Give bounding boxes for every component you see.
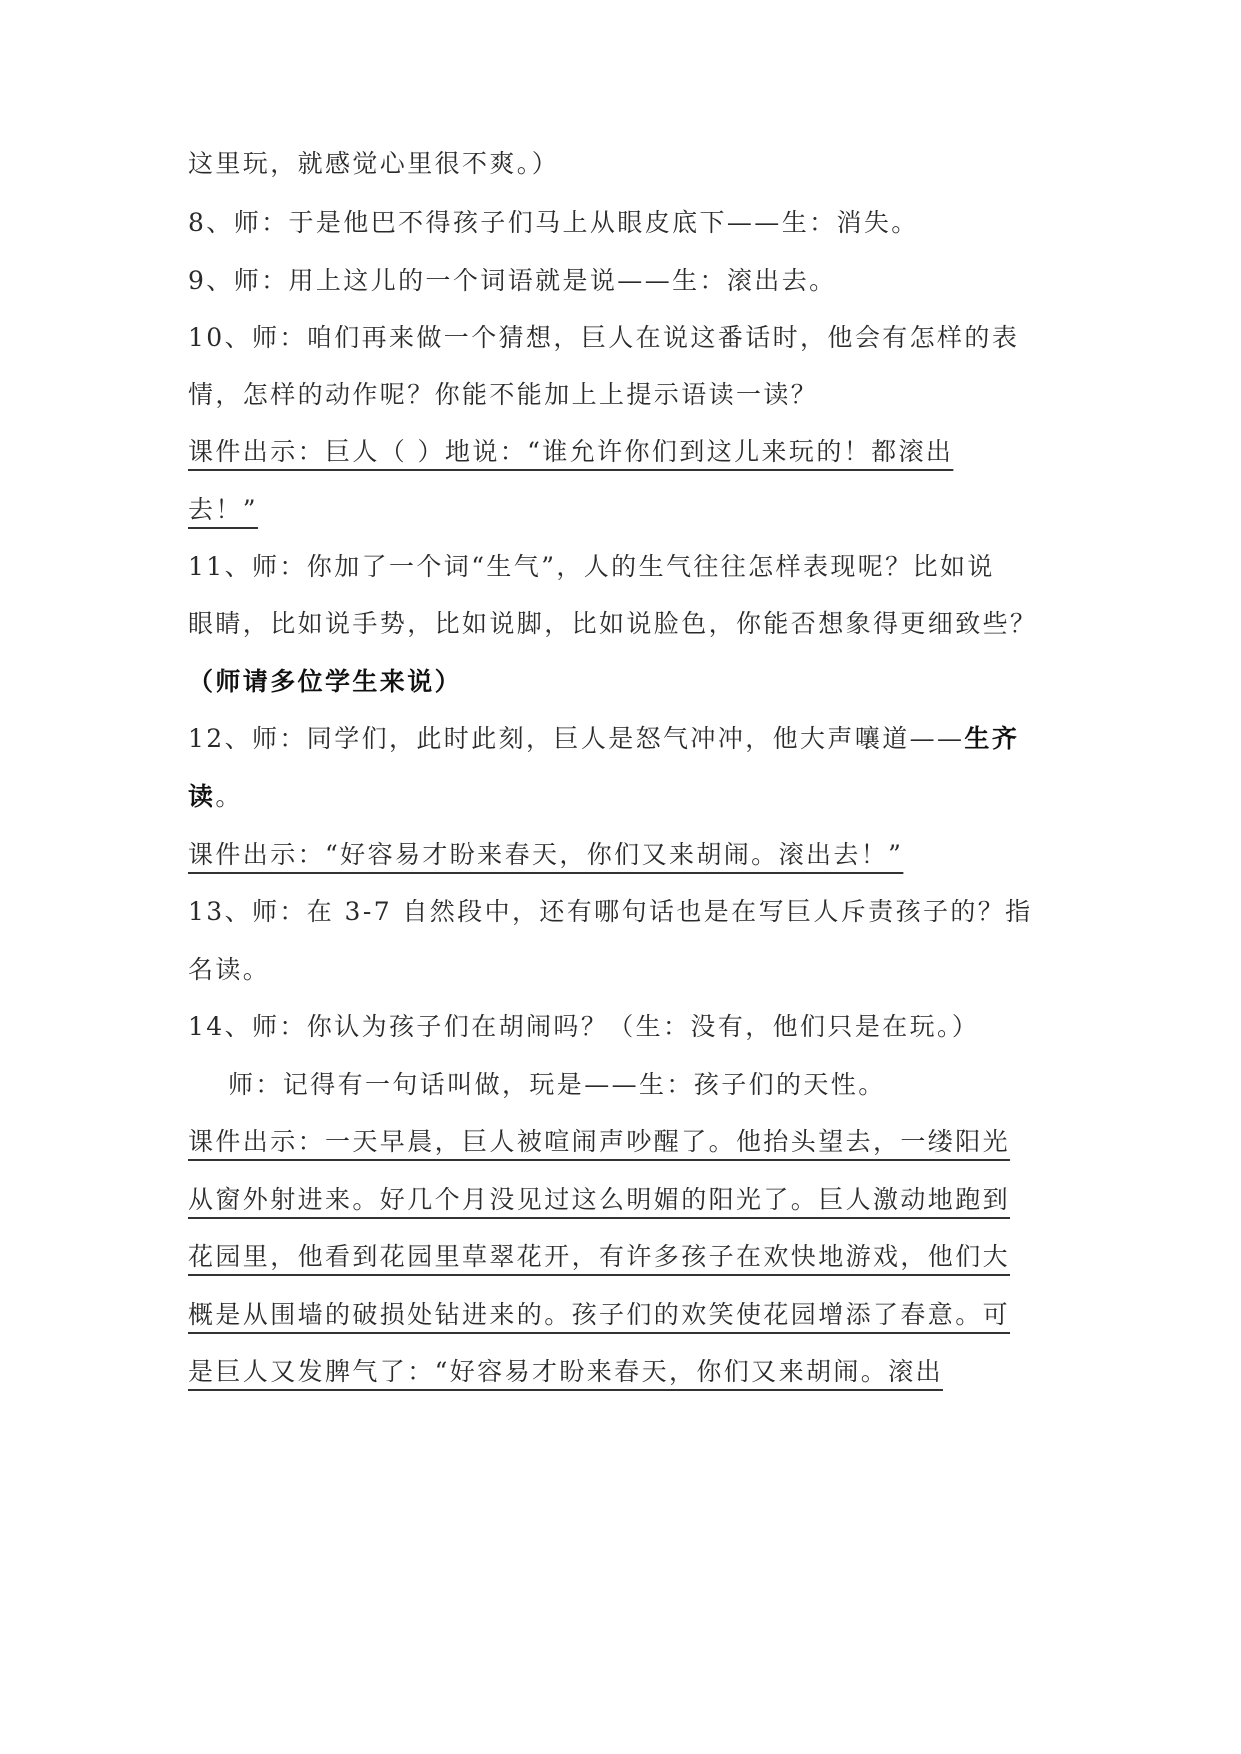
- bold-note-line: （师请多位学生来说）: [188, 667, 463, 696]
- courseware-display-line: 课件出示：“好容易才盼来春天，你们又来胡闹。滚出去！”: [188, 840, 904, 869]
- paragraph-line: 这里玩，就感觉心里很不爽。）: [188, 149, 560, 178]
- paragraph-line: 10、师：咱们再来做一个猜想，巨人在说这番话时，他会有怎样的表: [188, 323, 1020, 352]
- bold-text: 生齐: [964, 724, 1020, 753]
- courseware-display-line: 从窗外射进来。好几个月没见过这么明媚的阳光了。巨人激动地跑到: [188, 1185, 1011, 1214]
- paragraph-line: 名读。: [188, 955, 271, 984]
- paragraph-line: 13、师：在 3-7 自然段中，还有哪句话也是在写巨人斥责孩子的？指: [188, 897, 1033, 926]
- line-text: 。: [215, 782, 243, 811]
- courseware-display-line: 课件出示：一天早晨，巨人被喧闹声吵醒了。他抬头望去，一缕阳光: [188, 1127, 1011, 1156]
- courseware-display-line: 花园里，他看到花园里草翠花开，有许多孩子在欢快地游戏，他们大: [188, 1242, 1011, 1271]
- paragraph-line: 14、师：你认为孩子们在胡闹吗？（生：没有，他们只是在玩。）: [188, 1012, 980, 1041]
- courseware-display-line: 去！”: [188, 495, 258, 524]
- paragraph-line: [188, 724, 1019, 754]
- paragraph-line: 情，怎样的动作呢？你能不能加上上提示语读一读？: [188, 380, 819, 409]
- paragraph-line: 9、师：用上这儿的一个词语就是说——生：滚出去。: [188, 266, 837, 295]
- bold-text: 读: [188, 782, 216, 811]
- courseware-display-line: 是巨人又发脾气了：“好容易才盼来春天，你们又来胡闹。滚出: [188, 1357, 943, 1386]
- paragraph-line: 8、师：于是他巴不得孩子们马上从眼皮底下——生：消失。: [188, 208, 919, 237]
- courseware-display-line: 概是从围墙的破损处钻进来的。孩子们的欢笑使花园增添了春意。可: [188, 1300, 1011, 1329]
- paragraph-line: 师：记得有一句话叫做，玩是——生：孩子们的天性。: [228, 1070, 886, 1099]
- paragraph-line: 11、师：你加了一个词“生气”，人的生气往往怎样表现呢？比如说: [188, 552, 995, 581]
- line-text: 12、师：同学们，此时此刻，巨人是怒气冲冲，他大声嚷道——: [188, 724, 965, 753]
- paragraph-line: [188, 782, 243, 812]
- paragraph-line: 眼睛，比如说手势，比如说脚，比如说脸色，你能否想象得更细致些？: [188, 609, 1038, 638]
- courseware-display-line: 课件出示：巨人（ ）地说：“谁允许你们到这儿来玩的！都滚出: [188, 437, 954, 466]
